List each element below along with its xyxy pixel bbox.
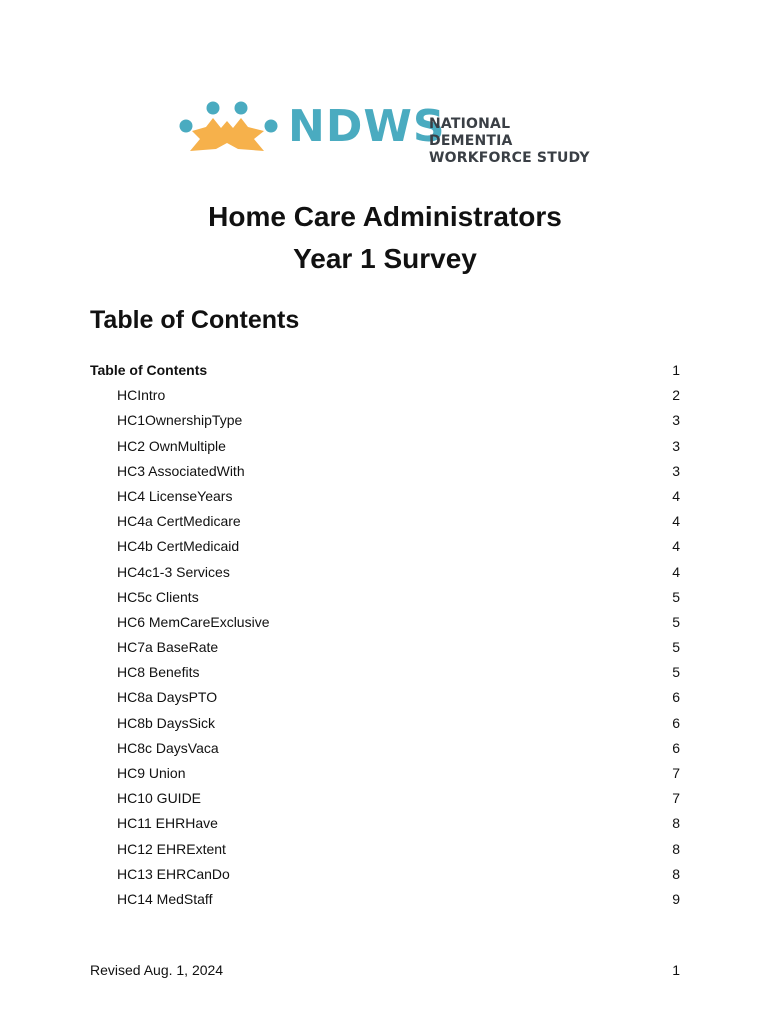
- toc-entry[interactable]: [0, 459, 770, 484]
- logo-wordmark: [288, 101, 446, 153]
- toc-entry[interactable]: [0, 560, 770, 585]
- toc-entry[interactable]: [0, 358, 770, 383]
- toc-entry-label[interactable]: HC3 AssociatedWith: [117, 462, 245, 479]
- logo-subtitle-line2: WORKFORCE STUDY: [429, 150, 590, 166]
- toc-entry-label[interactable]: HC8c DaysVaca: [117, 739, 219, 756]
- toc-entry[interactable]: [0, 811, 770, 836]
- toc-entry[interactable]: [0, 660, 770, 685]
- logo-subtitle: [429, 116, 596, 167]
- toc-entry-page: 7: [672, 765, 680, 781]
- toc-entry-label[interactable]: HC4b CertMedicaid: [117, 538, 240, 555]
- toc-entry-page: 6: [672, 739, 680, 756]
- toc-entry[interactable]: [0, 635, 770, 660]
- toc-entry-page: 2: [672, 387, 680, 404]
- logo-wordmark-text: NDWS: [288, 101, 446, 152]
- toc-entry-label[interactable]: HC4a CertMedicare: [117, 513, 241, 530]
- toc-entry-page: 8: [672, 815, 680, 832]
- toc-entry-page: 5: [672, 664, 680, 681]
- toc-entry[interactable]: [0, 434, 770, 459]
- toc-entry-label[interactable]: HC4 LicenseYears: [117, 487, 233, 504]
- toc-entry-page: 4: [672, 563, 680, 580]
- toc-entry-page: 5: [672, 613, 680, 630]
- logo-subtitle-line1: NATIONAL DEMENTIA: [429, 116, 513, 149]
- toc-entry-label[interactable]: HC5c Clients: [117, 588, 199, 605]
- page-footer: [90, 958, 680, 982]
- toc-entry[interactable]: [0, 887, 770, 912]
- toc-entry-page: 6: [672, 689, 680, 706]
- toc-entry-page: 4: [672, 487, 680, 504]
- toc-entry[interactable]: [0, 408, 770, 433]
- toc-entry-page: 4: [672, 513, 680, 530]
- toc-entry-label[interactable]: HC4c1-3 Services: [117, 563, 230, 580]
- toc-entry-page: 3: [672, 412, 680, 429]
- toc-entry-page: 9: [672, 890, 680, 907]
- toc-entry-page: 8: [672, 865, 680, 882]
- toc-entry-label[interactable]: HC10 GUIDE: [117, 790, 202, 807]
- crown-people-icon: [176, 97, 286, 157]
- toc-entry-label[interactable]: HC14 MedStaff: [117, 890, 213, 907]
- title-line1: Home Care Administrators: [208, 201, 562, 232]
- toc-entry[interactable]: [0, 484, 770, 509]
- toc-entry[interactable]: [0, 761, 770, 786]
- toc-entry-label[interactable]: HC13 EHRCanDo: [117, 865, 230, 882]
- toc-entry-label[interactable]: HC12 EHRExtent: [117, 840, 226, 857]
- page-number: 1: [672, 962, 680, 978]
- toc-entry-label[interactable]: Table of Contents: [90, 362, 208, 378]
- toc-entry[interactable]: [0, 610, 770, 635]
- toc-entry-page: 3: [672, 437, 680, 454]
- toc-entry-label[interactable]: HC2 OwnMultiple: [117, 437, 226, 454]
- toc-heading: Table of Contents: [90, 306, 300, 334]
- revised-date: Revised Aug. 1, 2024: [90, 962, 224, 978]
- toc-entry[interactable]: [0, 685, 770, 710]
- toc-entry-page: 5: [672, 588, 680, 605]
- toc-entry-page: 7: [672, 790, 680, 807]
- toc-entry[interactable]: [0, 383, 770, 408]
- toc-entry[interactable]: [0, 786, 770, 811]
- ndws-logo: [176, 97, 596, 166]
- toc-entry-page: 4: [672, 538, 680, 555]
- toc-entry-page: 3: [672, 462, 680, 479]
- toc-entry-label[interactable]: HC9 Union: [117, 765, 186, 781]
- toc-entry-label[interactable]: HC7a BaseRate: [117, 639, 219, 656]
- document-title: [0, 196, 770, 280]
- title-line2: Year 1 Survey: [293, 243, 477, 274]
- toc-entry[interactable]: [0, 837, 770, 862]
- toc-entry-label[interactable]: HC11 EHRHave: [117, 815, 218, 832]
- toc-entry-label[interactable]: HC8a DaysPTO: [117, 689, 218, 706]
- toc-entry-page: 1: [672, 362, 680, 378]
- toc-entry[interactable]: [0, 509, 770, 534]
- toc-entry-page: 6: [672, 714, 680, 731]
- toc-entry-page: 5: [672, 639, 680, 656]
- toc-entry-label[interactable]: HCIntro: [117, 387, 166, 404]
- toc-entry[interactable]: [0, 585, 770, 610]
- toc-entry[interactable]: [0, 711, 770, 736]
- table-of-contents: [0, 358, 770, 912]
- toc-entry[interactable]: [0, 736, 770, 761]
- toc-entry-label[interactable]: HC1OwnershipType: [117, 412, 243, 429]
- toc-entry[interactable]: [0, 862, 770, 887]
- toc-entry-label[interactable]: HC6 MemCareExclusive: [117, 613, 270, 630]
- toc-entry-label[interactable]: HC8 Benefits: [117, 664, 200, 681]
- toc-entry-label[interactable]: HC8b DaysSick: [117, 714, 216, 731]
- toc-entry-page: 8: [672, 840, 680, 857]
- toc-entry[interactable]: [0, 534, 770, 559]
